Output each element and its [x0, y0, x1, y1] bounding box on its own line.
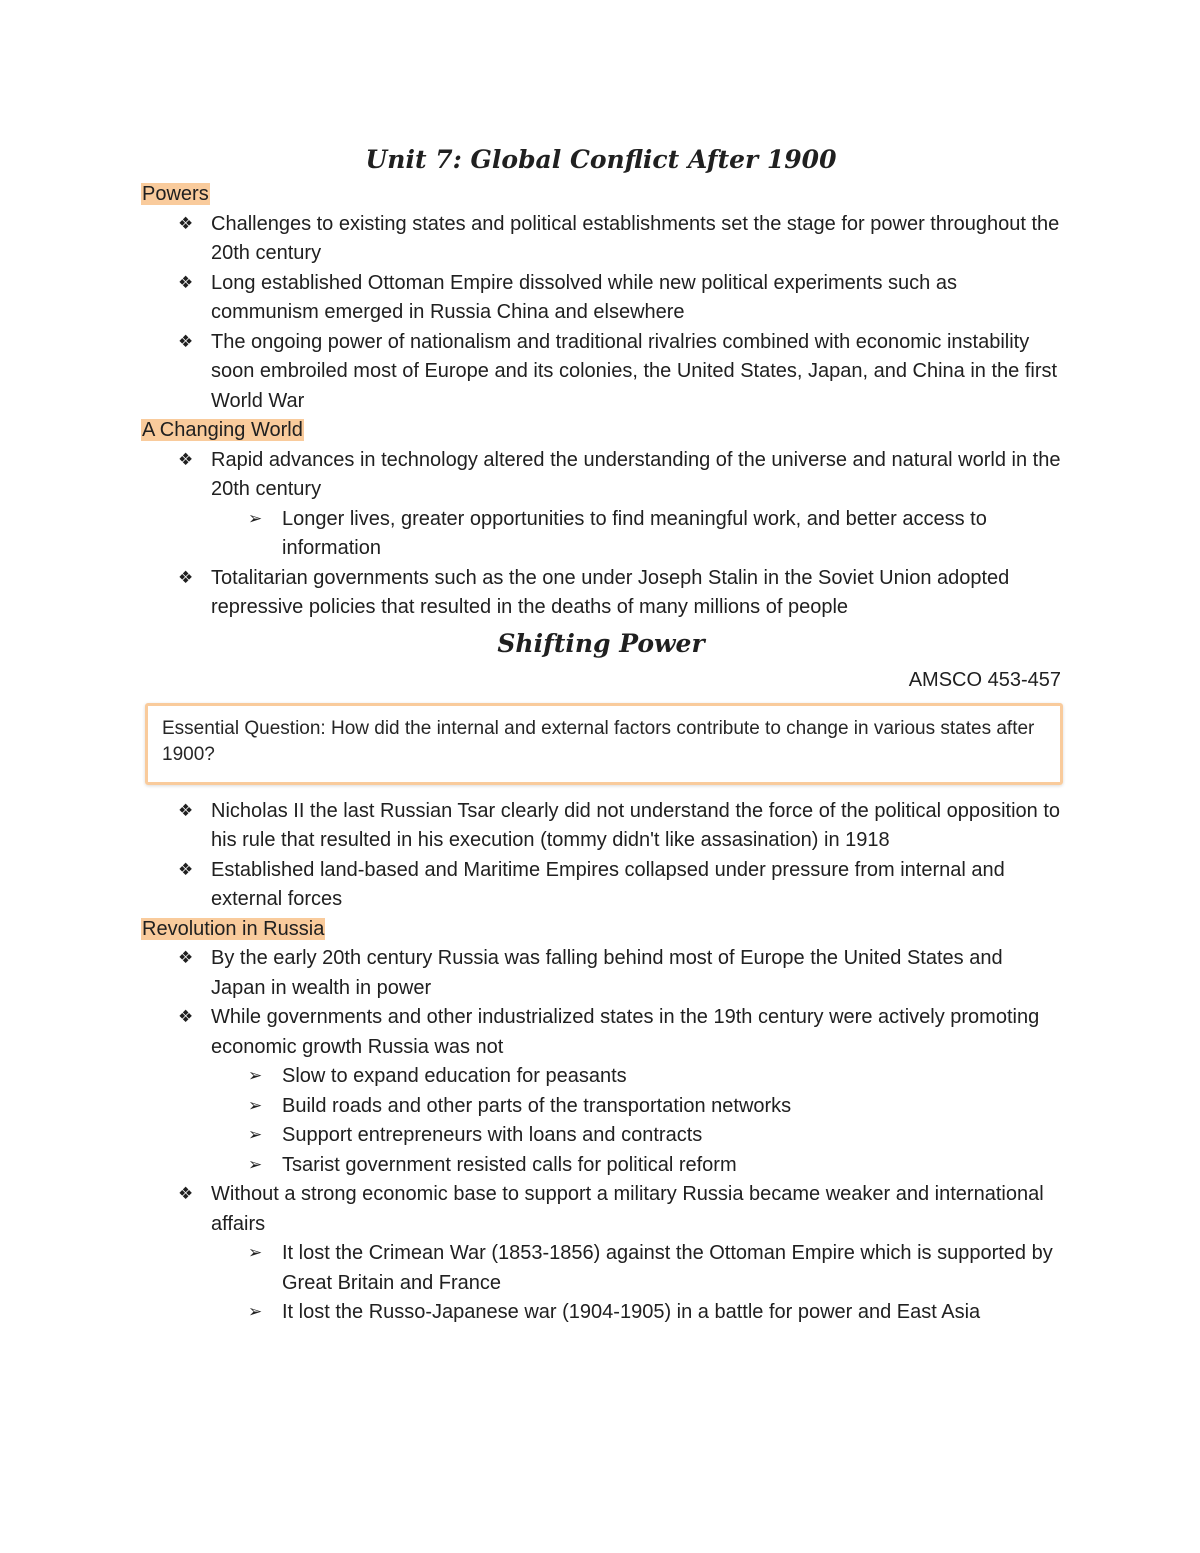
diamond-bullet-icon: ❖ — [178, 800, 194, 821]
document-content — [141, 140, 1061, 1328]
essential-question-box — [145, 703, 1063, 785]
list-item: ❖ Totalitarian governments such as the one under Joseph Stalin in the Soviet Union adopted repressive policies that resulted in the deaths of many millions of people — [141, 564, 1061, 623]
diamond-bullet-icon: ❖ — [178, 449, 194, 470]
section-heading-powers: Powers — [142, 183, 209, 205]
sub-list-item: ➢ Build roads and other parts of the transportation networks — [141, 1092, 1061, 1122]
essential-question-text: Essential Question: How did the internal and external factors contribute to change in various states after 1900? — [162, 717, 1035, 765]
diamond-bullet-icon: ❖ — [178, 567, 194, 588]
section-heading-changing-world: A Changing World — [142, 419, 303, 441]
sub-list-item: ➢ It lost the Russo-Japanese war (1904-1905) in a battle for power and East Asia — [141, 1298, 1061, 1328]
list-item: ❖ By the early 20th century Russia was falling behind most of Europe the United States and Japan in wealth in power — [141, 944, 1061, 1003]
sub-list-item: ➢ It lost the Crimean War (1853-1856) against the Ottoman Empire which is supported by Great Britain and France — [141, 1239, 1061, 1298]
revolution-list — [141, 944, 1061, 1328]
list-item: ❖ Challenges to existing states and political establishments set the stage for power throughout the 20th century — [141, 210, 1061, 269]
sub-list-item: ➢ Slow to expand education for peasants — [141, 1062, 1061, 1092]
diamond-bullet-icon: ❖ — [178, 1007, 194, 1027]
page-title: Unit 7: Global Conflict After 1900 — [365, 145, 837, 174]
arrow-bullet-icon: ➢ — [248, 1243, 263, 1263]
arrow-bullet-icon: ➢ — [248, 1302, 263, 1322]
diamond-bullet-icon: ❖ — [178, 859, 194, 880]
section-heading-revolution-in-russia: Revolution in Russia — [142, 917, 325, 940]
sub-list — [211, 1239, 1061, 1328]
shifting-power-list — [141, 797, 1061, 915]
list-item: ❖ Established land-based and Maritime Empires collapsed under pressure from internal and external forces — [141, 856, 1061, 915]
arrow-bullet-icon: ➢ — [248, 508, 263, 529]
section-title-shifting-power: Shifting Power — [497, 628, 705, 658]
diamond-bullet-icon: ❖ — [178, 213, 194, 234]
changing-world-list — [141, 446, 1061, 623]
list-item: ❖ Long established Ottoman Empire dissolved while new political experiments such as communism emerged in Russia China and elsewhere — [141, 269, 1061, 328]
list-item: ❖ Rapid advances in technology altered the understanding of the universe and natural world in the 20th century ➢ Longer lives, greater opportunities to find meaningful work, and better access to information — [141, 446, 1061, 564]
list-item: ❖ Without a strong economic base to support a military Russia became weaker and international affairs ➢ It lost the Crimean War (1853-1856) against the Ottoman Empire which is supported by Great Britain and France ➢ It lost the Russo-Japanese war (1904-1905) in a battle for power and East Asia — [141, 1180, 1061, 1328]
powers-list — [141, 210, 1061, 417]
sub-list-item: ➢ Support entrepreneurs with loans and contracts — [141, 1121, 1061, 1151]
sub-list-item: ➢ Longer lives, greater opportunities to find meaningful work, and better access to information — [141, 505, 1061, 564]
list-item: ❖ Nicholas II the last Russian Tsar clearly did not understand the force of the political opposition to his rule that resulted in his execution (tommy didn't like assasination) in 1918 — [141, 797, 1061, 856]
arrow-bullet-icon: ➢ — [248, 1095, 263, 1116]
sub-list — [211, 505, 1061, 564]
diamond-bullet-icon: ❖ — [178, 272, 194, 293]
textbook-reference: AMSCO 453-457 — [908, 668, 1061, 691]
diamond-bullet-icon: ❖ — [178, 331, 194, 352]
list-item: ❖ While governments and other industrialized states in the 19th century were actively promoting economic growth Russia was not ➢ Slow to expand education for peasants ➢ Build roads and other parts of the transportation networks ➢ Support entrepreneurs with loans and contracts ➢ Tsarist government resisted calls for political reform — [141, 1003, 1061, 1180]
sub-list-item: ➢ Tsarist government resisted calls for political reform — [141, 1151, 1061, 1181]
list-item: ❖ The ongoing power of nationalism and traditional rivalries combined with economic instability soon embroiled most of Europe and its colonies, the United States, Japan, and China in the first World War — [141, 328, 1061, 417]
arrow-bullet-icon: ➢ — [248, 1154, 263, 1175]
arrow-bullet-icon: ➢ — [248, 1066, 263, 1086]
arrow-bullet-icon: ➢ — [248, 1125, 263, 1145]
diamond-bullet-icon: ❖ — [178, 948, 194, 968]
diamond-bullet-icon: ❖ — [178, 1184, 194, 1204]
sub-list — [211, 1062, 1061, 1180]
